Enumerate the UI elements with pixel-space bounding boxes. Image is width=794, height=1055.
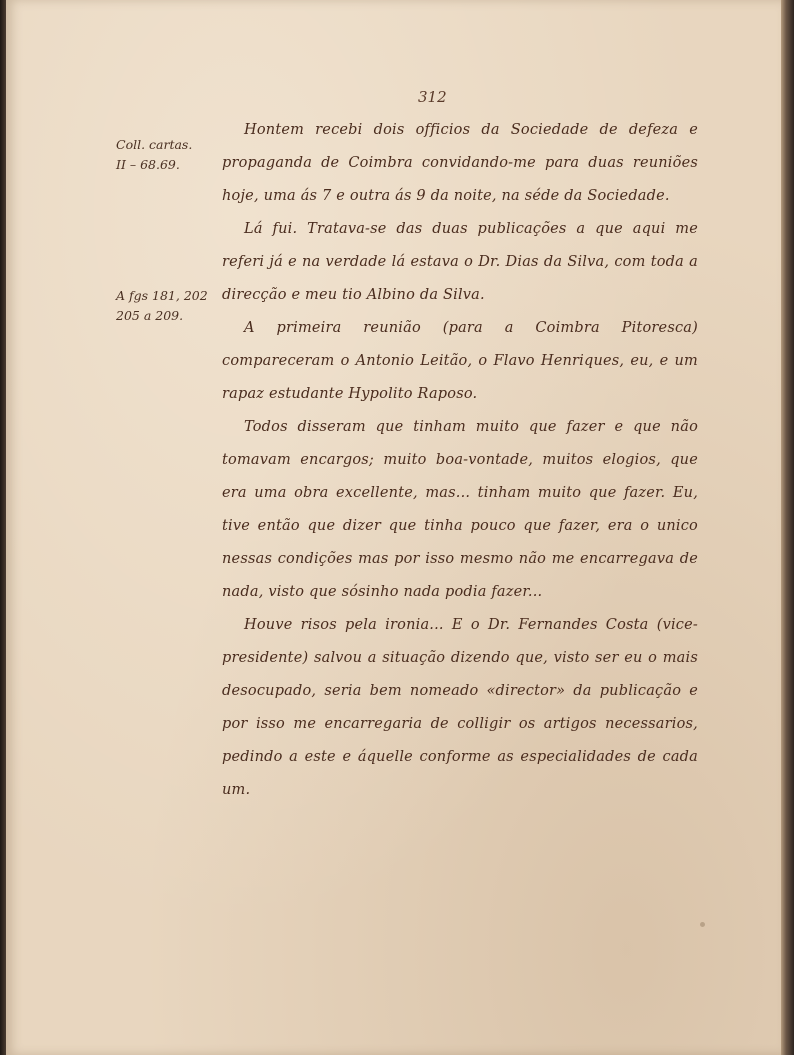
margin-note-pages: A fgs 181, 202 205 a 209. bbox=[116, 288, 208, 323]
manuscript-body bbox=[222, 114, 698, 807]
margin-note-collection: Coll. cartas. II – 68.69. bbox=[116, 137, 193, 172]
page-binding-edge bbox=[781, 0, 794, 1055]
paragraph-arrival: Lá fui. Tratava-se das duas publicações a que aqui me referi já e na verdade lá estava o Dr. Dias da Silva, com toda a direcção e meu tio Albino da Silva. bbox=[222, 221, 698, 303]
paper-stain bbox=[700, 922, 705, 927]
page-number: 312 bbox=[418, 88, 447, 106]
paragraph-first-meeting: A primeira reunião (para a Coimbra Pitoresca) compareceram o Antonio Leitão, o Flavo Henriques, eu, e um rapaz estudante Hypolito Raposo. bbox=[222, 320, 698, 402]
paragraph-invitation: Hontem recebi dois officios da Sociedade de defeza e propaganda de Coimbra convidando-me para duas reuniões hoje, uma ás 7 e outra ás 9 da noite, na séde da Sociedade. bbox=[222, 122, 698, 204]
paragraph-resolution: Houve risos pela ironia... E o Dr. Fernandes Costa (vice-presidente) salvou a situação dizendo que, visto ser eu o mais desocupado, seria bem nomeado «director» da publicação e por isso me encarregaria de colligir os artigos necessarios, pedindo a este e áquelle conforme as especialidades de cada um. bbox=[222, 617, 698, 798]
paragraph-excuses: Todos disseram que tinham muito que fazer e que não tomavam encargos; muito boa-vontade, muitos elogios, que era uma obra excellente, mas... tinham muito que fazer. Eu, tive então que dizer que tinha pouco que fazer, era o unico nessas condições mas por isso mesmo não me encarregava de nada, visto que sósinho nada podia fazer... bbox=[222, 419, 698, 600]
